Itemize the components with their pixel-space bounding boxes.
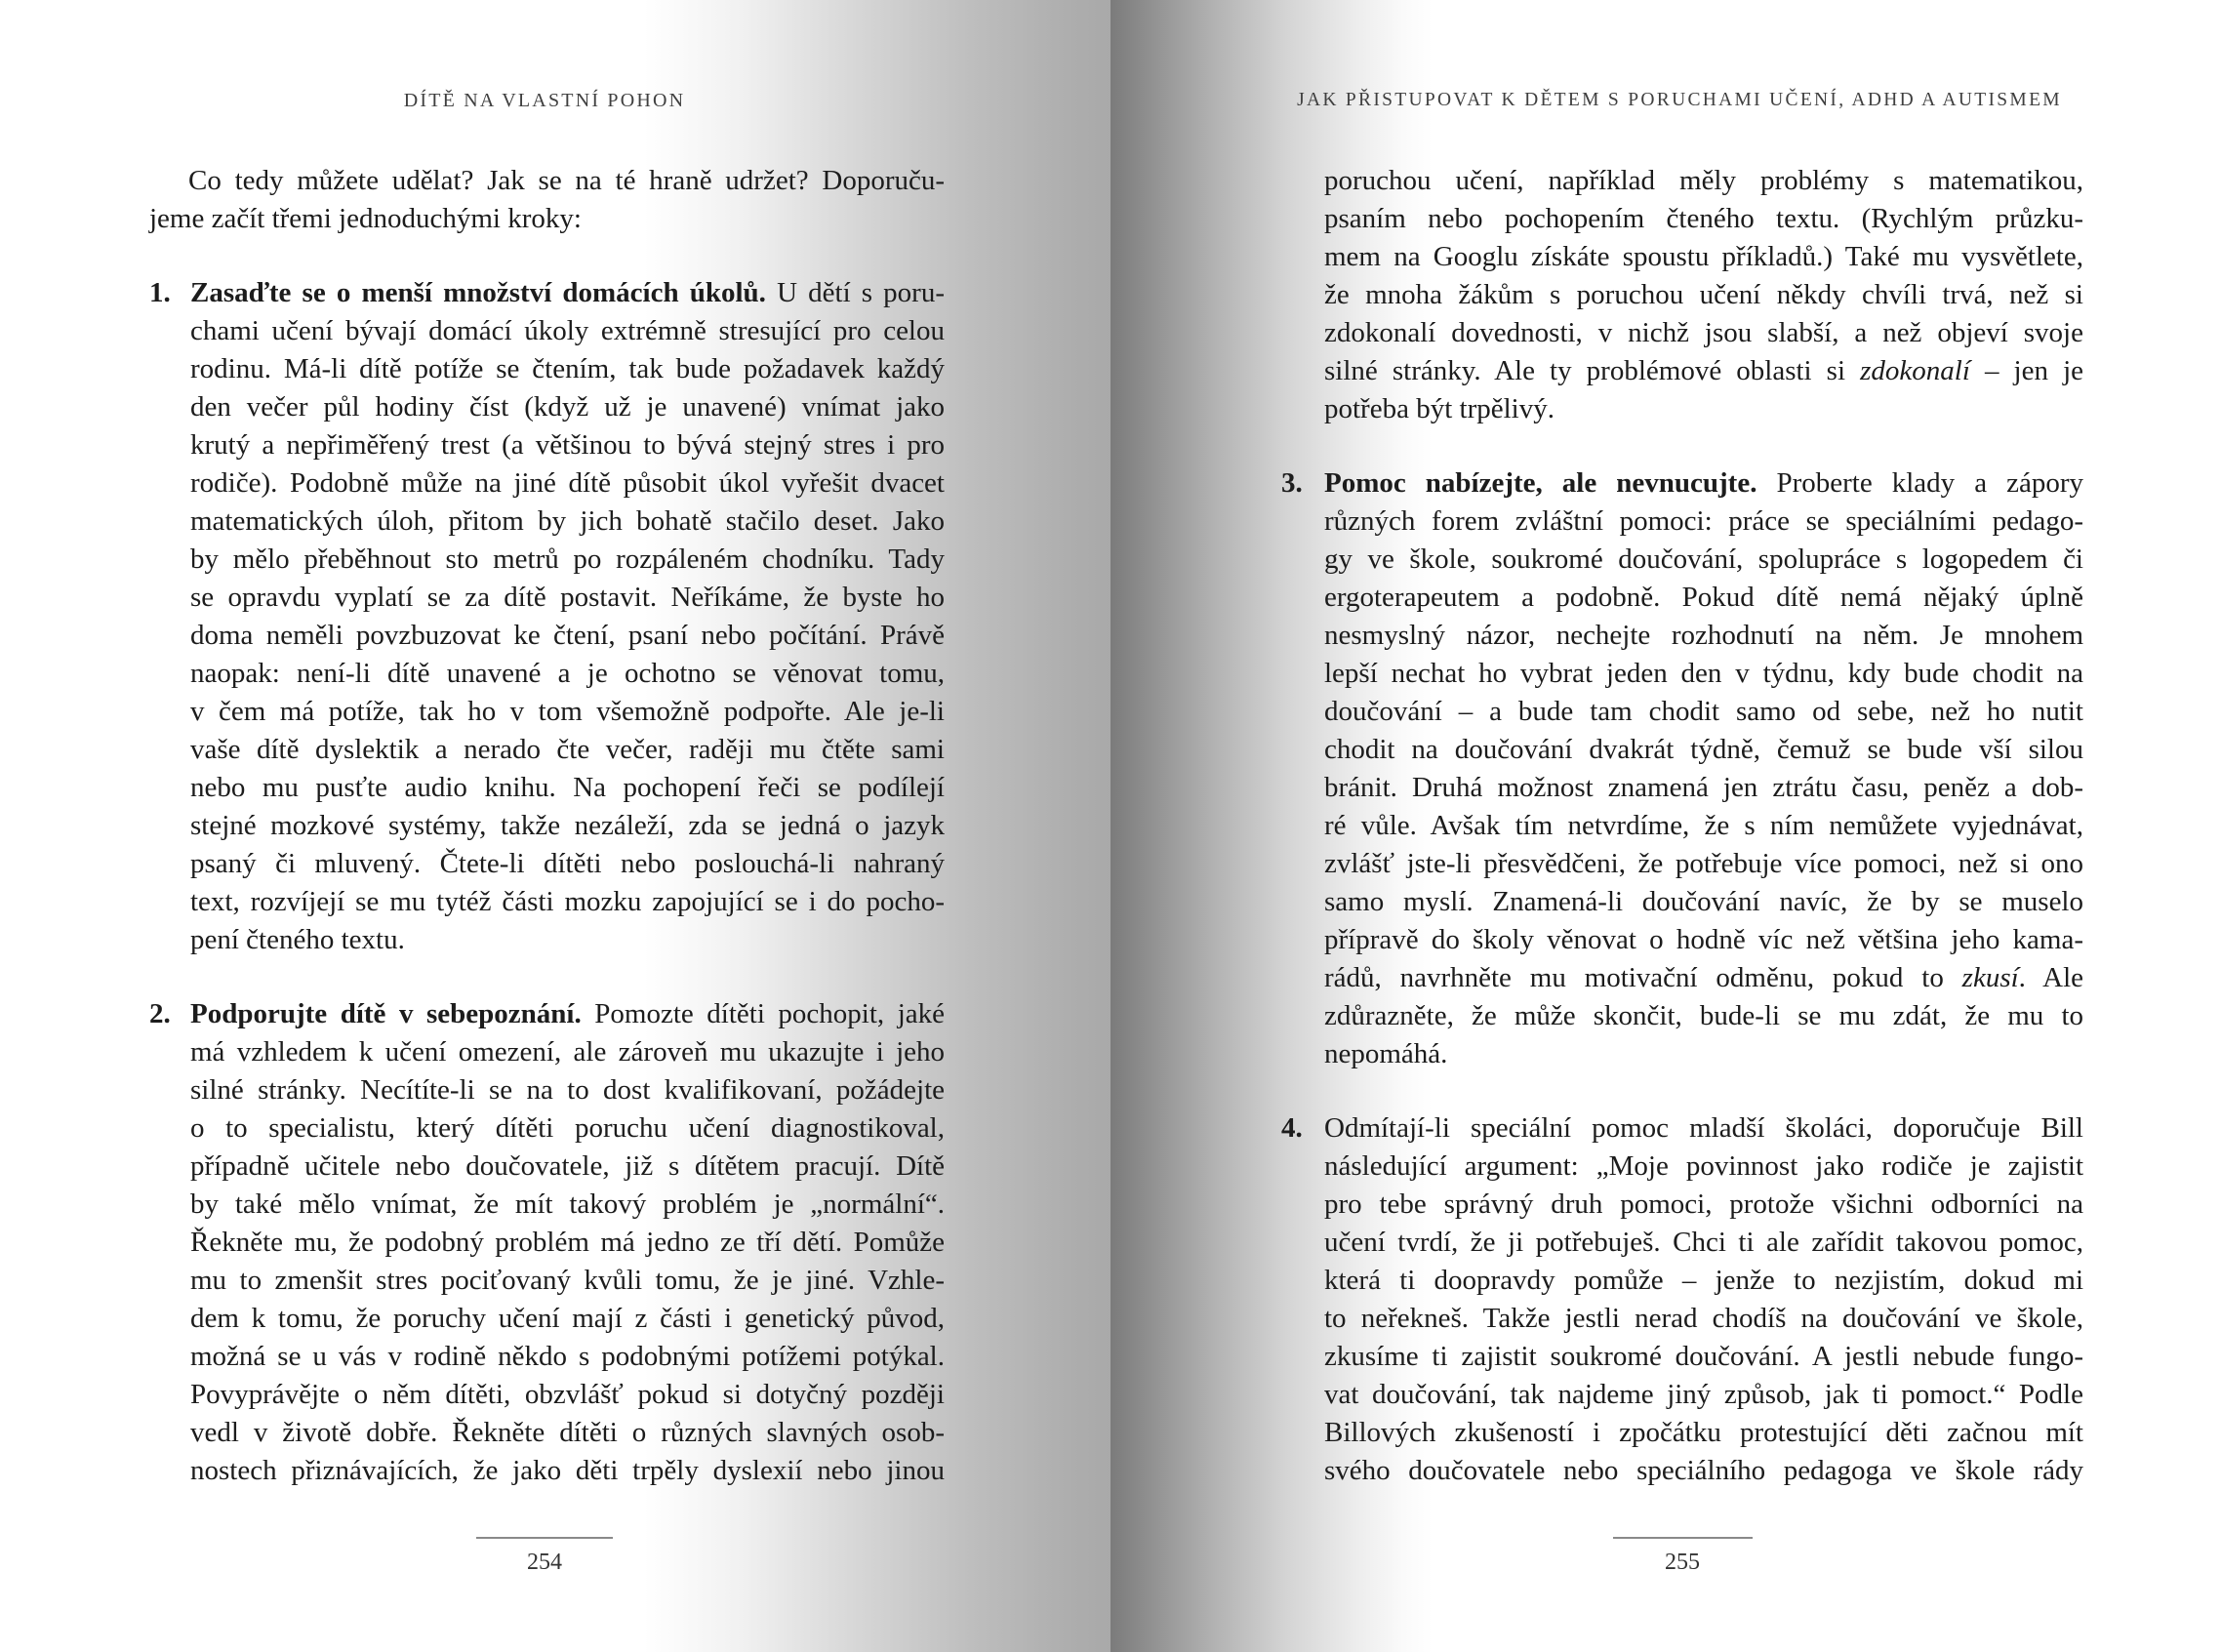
list-item-line: text, rozvíjejí se mu tytéž části mozku zapojující se i do pocho- [190, 886, 945, 917]
list-item-line: učení tvrdí, že ji potřebuješ. Chci ti ale zařídit takovou pomoc, [1324, 1227, 2083, 1258]
intro-line: Co tedy můžete udělat? Jak se na té hraně udržet? Doporuču- [188, 165, 945, 196]
italic-emphasis: zkusí [1961, 962, 2019, 993]
list-item-line: vedl v životě dobře. Řekněte dítěti o různých slavných osob- [190, 1417, 945, 1448]
continuation-line: poruchou učení, například měly problémy s matematikou, [1324, 165, 2083, 196]
list-item-line: lepší nechat ho vybrat jeden den v týdnu, kdy bude chodit na [1324, 658, 2083, 689]
right-page [1110, 0, 2221, 1652]
list-item-line: nostech přiznávajících, že jako děti trpěly dyslexií nebo jinou [190, 1455, 945, 1486]
list-item-line: psaný či mluvený. Čtete-li dítěti nebo poslouchá-li nahraný [190, 848, 945, 879]
list-item-line: možná se u vás v rodině někdo s podobnými potížemi potýkal. [190, 1341, 945, 1372]
list-item-line: zvlášť jste-li přesvědčeni, že potřebuje více pomoci, než si ono [1324, 848, 2083, 879]
italic-emphasis: zdokonalí [1860, 355, 1970, 386]
continuation-line: silné stránky. Ale ty problémové oblasti si zdokonalí – jen je [1324, 355, 2083, 386]
list-item-line: samo myslí. Znamená-li doučování navíc, že by se muselo [1324, 886, 2083, 917]
list-item-line: různých forem zvláštní pomoci: práce se speciálními pedago- [1324, 505, 2083, 537]
list-item-line: o to specialistu, který dítěti poruchu učení diagnostikoval, [190, 1112, 945, 1144]
list-item-line: dem k tomu, že poruchy učení mají z části i genetický původ, [190, 1303, 945, 1334]
list-item-line: případně učitele nebo doučovatele, již s dítětem pracují. Dítě [190, 1150, 945, 1182]
list-item-line: ré vůle. Avšak tím netvrdíme, že s ním nemůžete vyjednávat, [1324, 810, 2083, 841]
running-head-right: JAK PŘISTUPOVAT K DĚTEM S PORUCHAMI UČENÍ, ADHD A AUTISMEM [1297, 90, 2062, 110]
page-number-left: 254 [527, 1550, 562, 1575]
list-item-line: by také mělo vnímat, že mít takový problém je „normální“. [190, 1189, 945, 1220]
list-item-line: Pomoc nabízejte, ale nevnucujte. Proberte klady a zápory [1324, 467, 2084, 499]
continuation-line: psaním nebo pochopením čteného textu. (Rychlým průzku- [1324, 203, 2083, 234]
list-item-line: bránit. Druhá možnost znamená jen ztrátu času, peněz a dob- [1324, 772, 2083, 803]
list-item-line: nesmyslný názor, nechejte rozhodnutí na něm. Je mnohem [1324, 620, 2083, 651]
list-item-line: matematických úloh, přitom by jich bohatě stačilo deset. Jako [190, 505, 945, 537]
running-head-left: DÍTĚ NA VLASTNÍ POHON [403, 90, 686, 111]
list-number: 1. [149, 277, 171, 308]
list-item-line: vat doučování, tak najdeme jiný způsob, jak ti pomoct.“ Podle [1324, 1379, 2083, 1410]
continuation-line: že mnoha žákům s poruchou učení někdy chvíli trvá, než si [1324, 279, 2083, 310]
continuation-line: mem na Googlu získáte spoustu příkladů.) Také mu vysvětlete, [1324, 241, 2083, 272]
list-item-line: Řekněte mu, že podobný problém má jedno ze tří dětí. Pomůže [190, 1227, 945, 1258]
list-item-line: svého doučovatele nebo speciálního pedagoga ve škole rády [1324, 1455, 2083, 1486]
continuation-line: potřeba být trpělivý. [1324, 393, 1555, 424]
list-item-line: vaše dítě dyslektik a nerado čte večer, raději mu čtěte sami [190, 734, 945, 765]
bold-lead: Podporujte dítě v sebepoznání. [190, 998, 582, 1029]
list-number: 2. [149, 998, 171, 1029]
folio-rule [476, 1537, 613, 1539]
list-number: 3. [1281, 467, 1303, 499]
list-item-line: pro tebe správný druh pomoci, protože všichni odborníci na [1324, 1189, 2083, 1220]
intro-line: jeme začít třemi jednoduchými kroky: [149, 203, 582, 234]
list-item-line: mu to zmenšit stres pociťovaný kvůli tomu, že je jiné. Vzhle- [190, 1265, 945, 1296]
left-page [0, 0, 1110, 1652]
list-item-line: se opravdu vyplatí se za dítě postavit. Neříkáme, že byste ho [190, 582, 945, 613]
list-item-line: rodiče). Podobně může na jiné dítě působit úkol vyřešit dvacet [190, 467, 945, 499]
list-item-line: Podporujte dítě v sebepoznání. Pomozte dítěti pochopit, jaké [190, 998, 946, 1029]
list-item-line: pení čteného textu. [190, 924, 405, 955]
list-item-line: doučování – a bude tam chodit samo od sebe, než ho nutit [1324, 696, 2083, 727]
list-item-line: den večer půl hodiny číst (když už je unavené) vnímat jako [190, 391, 945, 423]
list-item-line: přípravě do školy věnovat o hodně víc než většina jeho kama- [1324, 924, 2083, 955]
bold-lead: Pomoc nabízejte, ale nevnucujte. [1324, 467, 1757, 499]
list-item-line: rádů, navrhněte mu motivační odměnu, pokud to zkusí. Ale [1324, 962, 2084, 993]
list-item-line: nebo mu pusťte audio knihu. Na pochopení řeči se podílejí [190, 772, 945, 803]
list-item-line: chodit na doučování dvakrát týdně, čemuž se bude vší silou [1324, 734, 2083, 765]
list-item-line: doma neměli povzbuzovat ke čtení, psaní nebo počítání. Právě [190, 620, 945, 651]
list-item-line: má vzhledem k učení omezení, ale zároveň mu ukazujte i jeho [190, 1036, 945, 1068]
list-item-line: Povyprávějte o něm dítěti, obzvlášť pokud si dotyčný později [190, 1379, 945, 1410]
list-item-line: ergoterapeutem a podobně. Pokud dítě nemá nějaký úplně [1324, 582, 2083, 613]
list-item-line: která ti doopravdy pomůže – jenže to nezjistím, dokud mi [1324, 1265, 2083, 1296]
list-item-line: rodinu. Má-li dítě potíže se čtením, tak bude požadavek každý [190, 353, 945, 384]
list-item-line: zdůrazněte, že může skončit, bude-li se mu zdát, že mu to [1324, 1000, 2083, 1031]
list-item-line: silné stránky. Necítíte-li se na to dost kvalifikovaní, požádejte [190, 1074, 945, 1106]
list-item-line: následující argument: „Moje povinnost jako rodiče je zajistit [1324, 1150, 2083, 1182]
list-item-line: Odmítají-li speciální pomoc mladší školáci, doporučuje Bill [1324, 1112, 2083, 1144]
list-item-line: zkusíme ti zajistit soukromé doučování. A jestli nebude fungo- [1324, 1341, 2083, 1372]
list-item-line: v čem má potíže, tak ho v tom všemožně podpořte. Ale je-li [190, 696, 945, 727]
list-item-line: krutý a nepřiměřený trest (a většinou to bývá stejný stres i pro [190, 429, 945, 461]
page-number-right: 255 [1665, 1550, 1700, 1575]
folio-rule [1613, 1537, 1753, 1539]
list-number: 4. [1281, 1112, 1303, 1144]
list-item-line: Billových zkušeností i zpočátku protestující děti začnou mít [1324, 1417, 2083, 1448]
list-item-line: nepomáhá. [1324, 1038, 1448, 1069]
list-item-line: chami učení bývají domácí úkoly extrémně stresující pro celou [190, 315, 945, 346]
continuation-line: zdokonalí dovednosti, v nichž jsou slabší, a než objeví svoje [1324, 317, 2083, 348]
list-item-line: stejné mozkové systémy, takže nezáleží, zda se jedná o jazyk [190, 810, 945, 841]
list-item-line: Zasaďte se o menší množství domácích úkolů. U dětí s poru- [190, 277, 945, 308]
list-item-line: naopak: není-li dítě unavené a je ochotno se věnovat tomu, [190, 658, 945, 689]
list-item-line: gy ve škole, soukromé doučování, spolupráce s logopedem či [1324, 544, 2083, 575]
list-item-line: by mělo přeběhnout sto metrů po rozpáleném chodníku. Tady [190, 544, 945, 575]
bold-lead: Zasaďte se o menší množství domácích úkolů. [190, 277, 766, 308]
list-item-line: to neřekneš. Takže jestli nerad chodíš na doučování ve škole, [1324, 1303, 2083, 1334]
